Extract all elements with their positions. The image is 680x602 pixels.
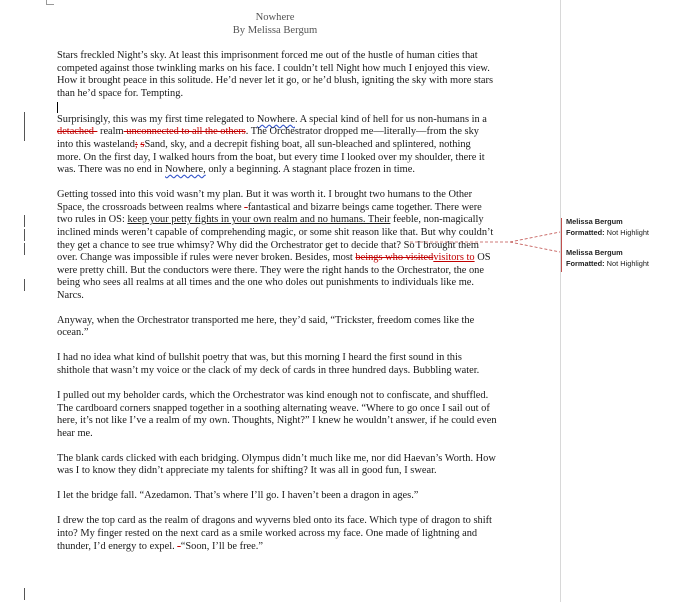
change-bar bbox=[24, 279, 25, 291]
tracked-deletion: ; bbox=[134, 138, 138, 150]
change-bar bbox=[24, 215, 25, 227]
comment-marker-bar bbox=[561, 218, 562, 272]
balloon-value: Not Highlight bbox=[606, 259, 649, 268]
balloon-value: Not Highlight bbox=[606, 228, 649, 237]
tracked-deletion: detached- bbox=[57, 126, 98, 138]
change-bar bbox=[24, 588, 25, 600]
balloon-author: Melissa Bergum bbox=[566, 217, 623, 226]
markup-margin-pane[interactable] bbox=[560, 0, 680, 602]
paragraph: The blank cards clicked with each bridging. Olympus didn’t much like me, nor did Haevan’s Worth. How was I to know they didn’t appreciate my talents for shifting? It was all in good fun, I swear. bbox=[57, 452, 496, 477]
paragraph: I pulled out my beholder cards, which the Orchestrator was kind enough not to confiscate, and shuffled. The cardboard corners snapped together in a soothing alternating weave. “Where to go once I sail out of here, it’s not like I’ve a realm of my own. Thoughts, Night?” I knew he wouldn’t answer, if he could even hear me. bbox=[57, 390, 497, 439]
balloon-author: Melissa Bergum bbox=[566, 248, 623, 257]
document-title: Nowhere bbox=[255, 12, 295, 23]
tracked-deletion: - bbox=[244, 201, 248, 213]
page-corner-mark bbox=[46, 0, 54, 5]
paragraph: I had no idea what kind of bullshit poetry that was, but this morning I heard the first sound in this shithole that wasn’t my voice or the clack of my deck of cards in three hundred days. Bubbling water. bbox=[57, 352, 480, 377]
paragraph: Getting tossed into this void wasn’t my plan. But it was worth it. I brought two humans to the Other Space, the crossroads between realms where -fantastical and bizarre beings came together. There were two rules in OS: keep your petty fights in your own realm and no humans. Their feeble, non-magically inclined minds weren’t capable of comprehending magic, or some shit reason like that. But why couldn’t they get a chance to see true whimsy? Why did the Orchestrator get to decide that? So I brought them over. Change was impossible if rules were never broken. Besides, most beings who visitedvisitors to OS were pretty chill. But the conductors were there. They were the right hands to the Orchestrator, the one being who sees all realms at all times and the one who doles out punishments to individuals like me. Narcs. bbox=[57, 189, 494, 301]
paragraph: Anyway, when the Orchestrator transported me here, they’d said, “Trickster, freedom comes like the ocean.” bbox=[57, 314, 475, 339]
balloon-label: Formatted: bbox=[566, 228, 605, 237]
underlined-text: keep your petty fights in your own realm and no humans. Their bbox=[127, 214, 391, 226]
tracked-deletion: - bbox=[177, 540, 181, 552]
formatting-balloon[interactable] bbox=[566, 216, 649, 238]
text-cursor bbox=[57, 102, 58, 113]
change-bar bbox=[24, 229, 25, 241]
tracked-deletion: unconnected to all the others bbox=[123, 126, 246, 138]
document-body[interactable] bbox=[57, 50, 497, 566]
change-bar bbox=[24, 112, 25, 128]
change-bar bbox=[24, 243, 25, 255]
spelling-flag: Nowhere, bbox=[165, 164, 206, 176]
paragraph: Surprisingly, this was my first time relegated to Nowhere. A special kind of hell for us non-humans in a detached- realm unconnected to all the others. The Orchestrator dropped me—literally—from the sky into this wasteland; sSand, sky, and a decrepit fishing boat, all sun-bleached and splintered, nothing more. On the first day, I walked hours from the boat, but every time I looked over my shoulder, there it was. There was no end in Nowhere, only a beginning. A stagnant place frozen in time. bbox=[57, 113, 487, 176]
change-bar bbox=[24, 127, 25, 141]
tracked-deletion: beings who visited bbox=[355, 252, 434, 264]
balloon-label: Formatted: bbox=[566, 259, 605, 268]
spelling-flag: Nowhere bbox=[256, 113, 295, 125]
paragraph: I let the bridge fall. “Azedamon. That’s where I’ll go. I haven’t been a dragon in ages.” bbox=[57, 490, 419, 502]
paragraph: I drew the top card as the realm of dragons and wyverns bled onto its face. Which type of dragon to shift into? My finger rested on the next card as a smile worked across my face. One made of lightning and thunder, I’d energy to expel. -“Soon, I’ll be free.” bbox=[57, 515, 492, 552]
tracked-deletion: s bbox=[140, 138, 145, 150]
document-byline: By Melissa Bergum bbox=[232, 25, 318, 36]
tracked-insertion: visitors to bbox=[433, 252, 475, 264]
paragraph: Stars freckled Night’s sky. At least this imprisonment forced me out of the hustle of human cities that competed against those twinkling marks on his face. I couldn’t tell Night how much I enjoyed this view. How it brought peace in this solitude. He’d never let it go, or he’d blush, igniting the sky with more stars than he’d space for. Tempting. bbox=[57, 50, 494, 99]
formatting-balloon[interactable] bbox=[566, 247, 649, 269]
